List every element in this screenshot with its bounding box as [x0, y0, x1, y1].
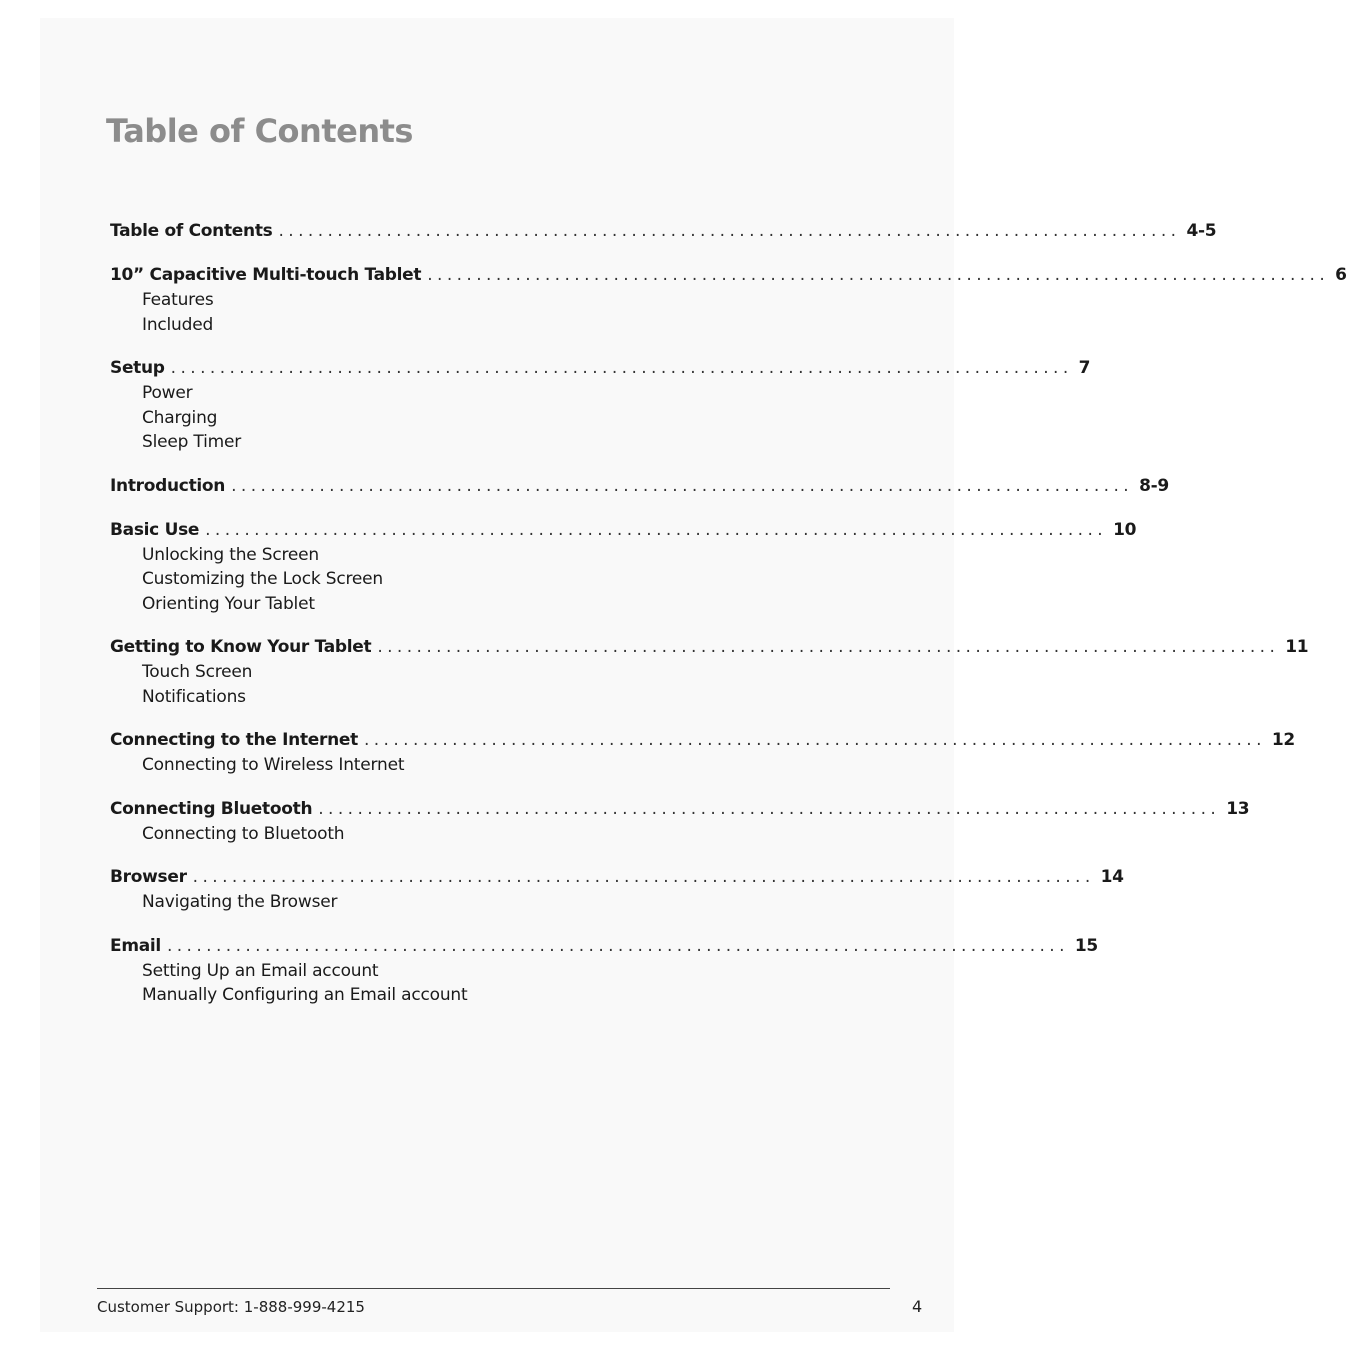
toc-entry[interactable]: [110, 356, 1091, 381]
toc-section: [110, 356, 1091, 455]
toc-leader-dots: ............................................................................................: [231, 475, 1134, 496]
toc-entry-label: Setup: [110, 358, 165, 378]
toc-entry-label: Connecting Bluetooth: [110, 798, 313, 819]
toc-entry[interactable]: [110, 797, 1250, 822]
toc-entry-label: Browser: [110, 867, 187, 887]
page-title: Table of Contents: [106, 112, 413, 150]
toc-leader-dots: ............................................................................................: [318, 798, 1221, 819]
toc-leader-dots: ............................................................................................: [170, 358, 1073, 378]
toc-section: [110, 797, 1250, 847]
toc-section: [110, 728, 1295, 778]
toc-section: [110, 865, 1124, 915]
toc-leader-dots: ............................................................................................: [166, 935, 1069, 956]
toc-entry-page: 8-9: [1139, 475, 1169, 496]
toc-leader-dots: ............................................................................................: [192, 867, 1095, 887]
toc-entry[interactable]: [110, 263, 1347, 288]
toc-section: [110, 474, 1169, 499]
toc-leader-dots: ............................................................................................: [363, 730, 1266, 750]
table-of-contents: [110, 219, 1347, 1027]
toc-entry-label: Introduction: [110, 475, 226, 496]
toc-section: [110, 934, 1098, 1008]
toc-entry-page: 15: [1074, 935, 1098, 956]
toc-entry[interactable]: [110, 865, 1124, 890]
toc-subentry[interactable]: Orienting Your Tablet: [142, 593, 315, 614]
toc-subentry[interactable]: Unlocking the Screen: [142, 544, 319, 565]
toc-entry-label: Email: [110, 935, 161, 956]
toc-subentry[interactable]: Included: [142, 314, 214, 335]
toc-entry-page: 12: [1271, 730, 1295, 750]
toc-subentry[interactable]: Power: [142, 383, 193, 403]
toc-subentry[interactable]: Manually Configuring an Email account: [142, 985, 468, 1005]
toc-entry-label: Basic Use: [110, 519, 200, 540]
toc-entry[interactable]: [110, 474, 1169, 499]
toc-entry-label: 10” Capacitive Multi-touch Tablet: [110, 265, 422, 285]
toc-section: [110, 518, 1137, 617]
toc-section: [110, 635, 1309, 709]
toc-entry-page: 4-5: [1186, 221, 1217, 241]
toc-subentry[interactable]: Navigating the Browser: [142, 892, 338, 912]
toc-subentry[interactable]: Touch Screen: [142, 662, 253, 682]
toc-entry-label: Table of Contents: [110, 221, 273, 241]
toc-leader-dots: ............................................................................................: [278, 221, 1181, 241]
toc-entry[interactable]: [110, 635, 1309, 660]
footer-divider: [97, 1288, 890, 1289]
toc-entry-page: 13: [1226, 798, 1250, 819]
toc-subentry[interactable]: Sleep Timer: [142, 432, 242, 452]
toc-entry-label: Getting to Know Your Tablet: [110, 637, 372, 657]
toc-entry-page: 6: [1335, 265, 1347, 285]
toc-entry-page: 14: [1100, 867, 1124, 887]
toc-subentry[interactable]: Customizing the Lock Screen: [142, 569, 383, 589]
toc-entry-label: Connecting to the Internet: [110, 730, 358, 750]
footer-page-number: 4: [912, 1297, 923, 1316]
toc-leader-dots: ............................................................................................: [205, 519, 1108, 540]
toc-entry[interactable]: [110, 934, 1098, 959]
footer-customer-support: Customer Support: 1-888-999-4215: [97, 1298, 365, 1316]
toc-section: [110, 219, 1217, 244]
toc-entry-page: 10: [1113, 519, 1137, 540]
toc-section: [110, 263, 1347, 337]
toc-leader-dots: ............................................................................................: [427, 265, 1330, 285]
toc-subentry[interactable]: Connecting to Bluetooth: [142, 823, 345, 844]
toc-entry[interactable]: [110, 219, 1217, 244]
toc-subentry[interactable]: Notifications: [142, 686, 246, 707]
toc-entry-page: 7: [1078, 358, 1091, 378]
toc-leader-dots: ............................................................................................: [377, 637, 1280, 657]
toc-subentry[interactable]: Setting Up an Email account: [142, 960, 379, 981]
toc-entry-page: 11: [1285, 637, 1309, 657]
toc-entry[interactable]: [110, 518, 1137, 543]
toc-subentry[interactable]: Features: [142, 290, 214, 310]
toc-subentry[interactable]: Charging: [142, 407, 218, 428]
toc-entry[interactable]: [110, 728, 1295, 753]
toc-subentry[interactable]: Connecting to Wireless Internet: [142, 755, 405, 775]
